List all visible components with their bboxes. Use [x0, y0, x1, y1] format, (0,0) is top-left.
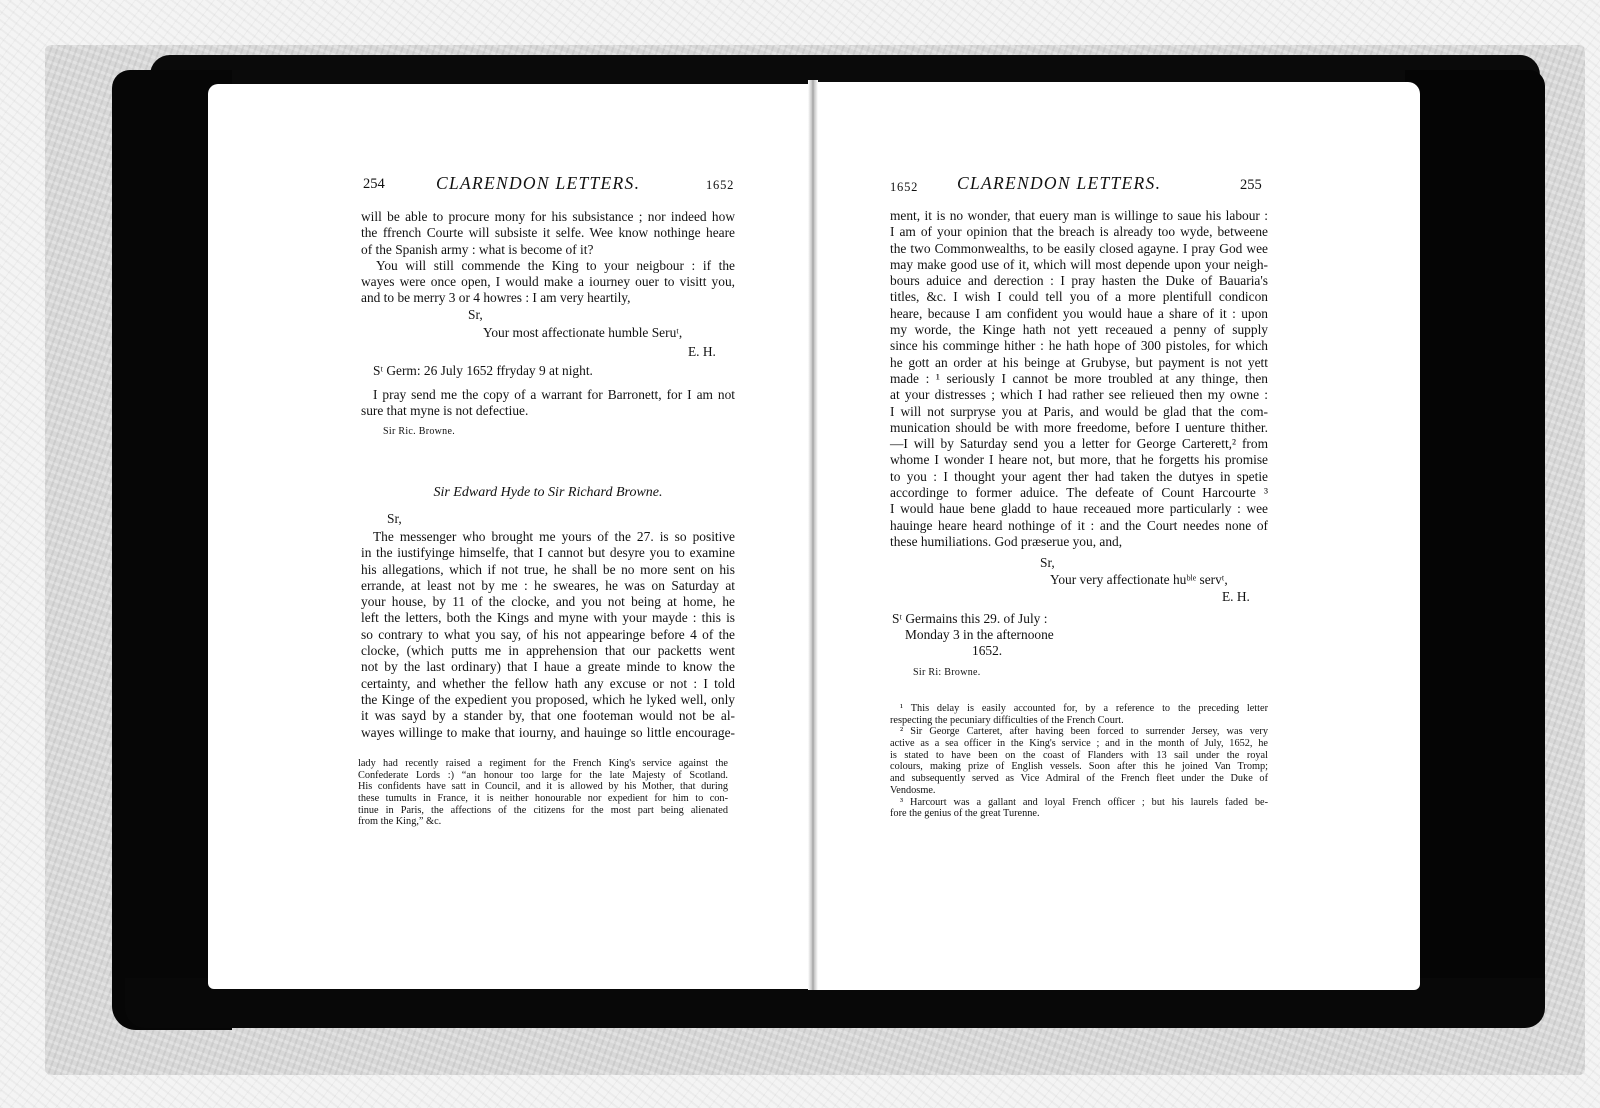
left-header-year: 1652 — [706, 178, 735, 192]
footnote-line: ¹ This delay is easily accounted for, by a reference to the preceding letter — [900, 703, 1268, 714]
footnote-line: His confidents have satt in Council, and it is allowed by his Mother, that during — [358, 781, 728, 793]
text-line: The messenger who brought me yours of the 27. is so positive — [373, 529, 735, 544]
text-line: the ffrench Courte will subsiste it selfe. Wee know nothinge heare — [361, 225, 735, 241]
letter1-body — [361, 209, 735, 307]
text-line: of the Spanish army : what is become of it? — [361, 241, 594, 257]
letter2-salutation: Sr, — [387, 511, 402, 526]
text-line: wayes willinge to make that iourny, and hauinge so little encourage- — [361, 724, 735, 740]
text-line: your house, by 11 of the clocke, and you not being at home, he — [361, 594, 735, 610]
text-line: errande, at least not by me : he sweares, he was on Saturday at — [361, 577, 735, 593]
left-footnote — [358, 758, 728, 828]
text-line: the Kinge of the expedient you proposed, which he lyked well, only — [361, 691, 735, 707]
text-line: left the letters, both the Kings and myne with your mayde : this is — [361, 610, 735, 626]
right-letter-body — [890, 208, 1268, 550]
text-line: hauinge heare heard nothinge of it : and the Court needes none of — [890, 517, 1268, 533]
text-line: not by the last ordinary) that I haue a greate minde to know the — [361, 659, 735, 675]
footnote-line: lady had recently raised a regiment for the French King's service against the — [358, 758, 728, 769]
footnote-line: ³ Harcourt was a gallant and loyal French officer ; but his laurels faded be- — [900, 796, 1268, 808]
right-page-number: 255 — [1240, 177, 1262, 193]
text-line: I will not surpryse you at Paris, and would be glad that the com- — [890, 403, 1268, 419]
letter1-salutation: Sr, — [468, 307, 483, 322]
book-gutter — [808, 80, 818, 990]
text-line: will be able to procure mony for his subsistance ; nor indeed how — [361, 209, 735, 224]
footnote-line: tinue in Paris, the affections of the citizens for the most part being alienated — [358, 804, 728, 816]
text-line: accordinge to former aduice. The defeate of Count Harcourte ³ — [890, 485, 1268, 501]
text-line: his allegations, which if not true, he shall be no more sent on his — [361, 561, 735, 577]
footnote-line: ² Sir George Carteret, after having been forced to surrender Jersey, was very — [900, 726, 1268, 738]
text-line: titles, &c. I wish I could tell you of a more plentifull condicon — [890, 289, 1268, 305]
text-line: since his comminge hither : he hath hope of 300 pistoles, for which — [890, 338, 1268, 354]
text-line: at your distresses ; which I had rather see relieued then my owne : — [890, 387, 1268, 403]
text-line: wayes were once open, I would make a iourney ouer to visitt you, — [361, 274, 735, 290]
footnote-line: fore the genius of the great Turenne. — [890, 808, 1040, 820]
right-initials: E. H. — [1222, 589, 1250, 604]
left-running-title: CLARENDON LETTERS. — [436, 173, 641, 193]
right-footnotes — [890, 703, 1268, 820]
footnote-line: from the King,” &c. — [358, 816, 442, 828]
letter1-initials: E. H. — [688, 344, 716, 359]
footnote-line: respecting the pecuniary difficulties of the French Court. — [890, 714, 1124, 726]
left-page-number: 254 — [363, 176, 385, 192]
footnote-line: is stated to have been on the coast of Flanders with 13 sail under the royal — [890, 749, 1268, 761]
letter1-closing: Your most affectionate humble Seruᵗ, — [483, 325, 683, 340]
text-line: in the iustifyinge himselfe, that I cannot but desyre you to examine — [361, 545, 735, 561]
right-running-title: CLARENDON LETTERS. — [957, 173, 1162, 193]
right-dateline-1: Sᵗ Germains this 29. of July : — [892, 611, 1048, 626]
right-dateline-3: 1652. — [972, 643, 1003, 658]
right-header-year: 1652 — [890, 180, 919, 194]
text-line: I am of your opinion that the breach is already too wyde, betweene — [890, 224, 1268, 240]
text-line: may make good use of it, which will most depende upon your neigh- — [890, 256, 1268, 272]
letter2-heading: Sir Edward Hyde to Sir Richard Browne. — [433, 485, 663, 500]
text-line: it was sayd by a stander by, that one footeman would not be al- — [361, 708, 735, 724]
footnote-line: colours, making prize of English vessels. Soon after this he joined Van Tromp; — [890, 761, 1268, 773]
text-line: these humiliations. God præserue you, and, — [890, 533, 1123, 549]
text-line: —I will by Saturday send you a letter for George Carterett,² from — [890, 436, 1268, 452]
text-line: he gott an order at his beinge at Grubyse, but payment is not yett — [890, 354, 1268, 370]
right-dateline-2: Monday 3 in the afternoone — [905, 627, 1054, 642]
right-closing: Your very affectionate huᵇˡᵉ servᵗ, — [1050, 572, 1228, 587]
text-line: so contrary to what you say, of his not appearinge before 4 of the — [361, 626, 735, 642]
footnote-line: Confederate Lords :) “an honour too large for the late Majesty of Scotland. — [358, 769, 728, 781]
text-line: the two Commonwealths, to be easily closed agayne. I pray God wee — [890, 240, 1268, 256]
text-line: certainty, and whether the fellow hath any excuse or not : I told — [361, 675, 735, 691]
text-line: ment, it is no wonder, that euery man is willinge to saue his labour : — [890, 208, 1268, 223]
right-addressee: Sir Ri: Browne. — [913, 667, 981, 678]
footnote-line: and subsequently served as Vice Admiral of the French fleet under the Duke of — [890, 773, 1268, 785]
text-line: made : ¹ seriously I cannot be more troubled at any thinge, then — [890, 370, 1268, 386]
letter2-body — [361, 529, 735, 741]
footnote-line: Vendosme. — [890, 784, 936, 796]
book-edge-right — [1405, 70, 1545, 1015]
letter1-addressee: Sir Ric. Browne. — [383, 426, 456, 437]
text-line: whome I wonder I heare not, but more, that he forgetts his promise — [890, 452, 1268, 468]
text-line: and to be merry 3 or 4 howres : I am very heartily, — [361, 290, 631, 306]
letter1-postscript — [361, 387, 735, 420]
text-line: sure that myne is not defectiue. — [361, 403, 529, 419]
text-line: heare, because I am confident you would haue a share of it : upon — [890, 305, 1268, 321]
text-line: bours aduice and derection : I pray hasten the Duke of Bauaria's — [890, 273, 1268, 289]
letter1-dateline: Sᵗ Germ: 26 July 1652 ffryday 9 at night. — [373, 363, 593, 378]
text-line: I would haue bene gladd to haue receaued more particularly : wee — [890, 501, 1268, 517]
text-line: clocke, (which putts me in apprehension that our packetts went — [361, 643, 735, 659]
text-line: to you : I thought your agent ther had taken the dutyes in spetie — [890, 468, 1268, 484]
footnote-line: these tumults in France, it is neither honourable nor expedient for him to con- — [358, 793, 728, 805]
text-line: You will still commende the King to your neigbour : if the — [376, 257, 735, 273]
text-line: my worde, the Kinge hath not yett receaued a penny of supply — [890, 322, 1268, 338]
text-line: I pray send me the copy of a warrant for Barronett, for I am not — [373, 387, 735, 402]
right-salutation: Sr, — [1040, 555, 1055, 570]
text-line: munication should be with more freedome, before I uenture thither. — [890, 419, 1268, 435]
footnote-line: active as a sea officer in the King's service ; and in the month of July, 1652, he — [890, 738, 1268, 750]
